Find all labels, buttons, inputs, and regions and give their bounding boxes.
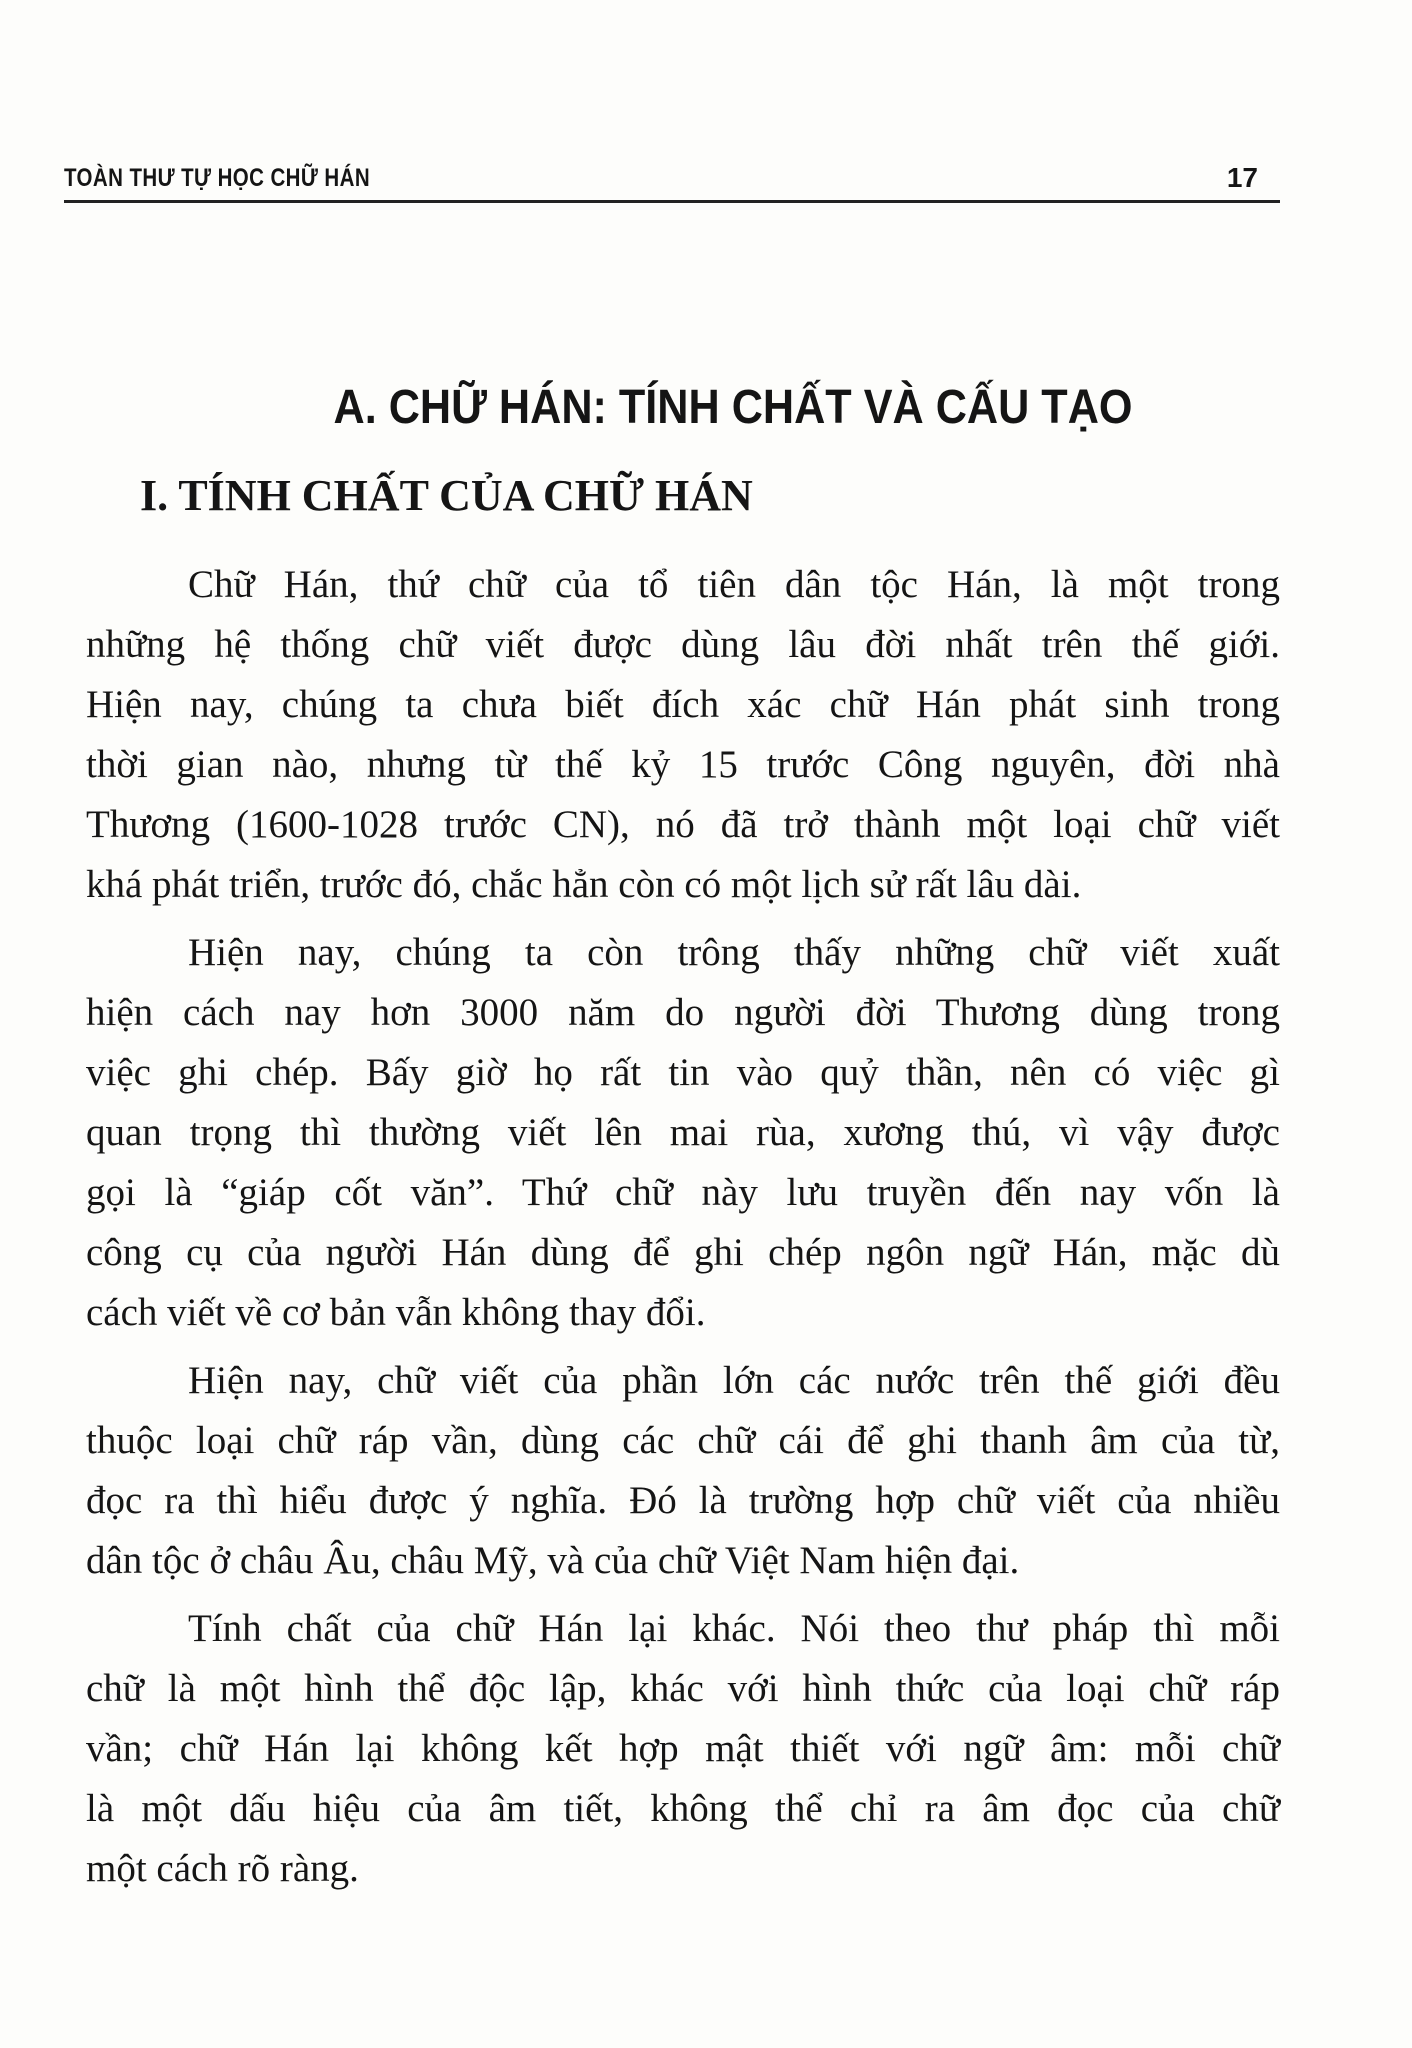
text-line: là một dấu hiệu của âm tiết, không thể chỉ ra âm đọc của chữ (86, 1787, 1280, 1830)
text-line: thuộc loại chữ ráp vần, dùng các chữ cái để ghi thanh âm của từ, (86, 1419, 1280, 1462)
text-line: khá phát triển, trước đó, chắc hẳn còn có một lịch sử rất lâu dài. (86, 863, 1082, 906)
text-line: công cụ của người Hán dùng để ghi chép ngôn ngữ Hán, mặc dù (86, 1231, 1280, 1274)
text-line: việc ghi chép. Bấy giờ họ rất tin vào quỷ thần, nên có việc gì (86, 1051, 1280, 1094)
text-line: những hệ thống chữ viết được dùng lâu đời nhất trên thế giới. (86, 623, 1280, 666)
text-line: dân tộc ở châu Âu, châu Mỹ, và của chữ Việt Nam hiện đại. (86, 1539, 1020, 1582)
text-line: hiện cách nay hơn 3000 năm do người đời Thương dùng trong (86, 991, 1280, 1034)
running-title: TOÀN THƯ TỰ HỌC CHỮ HÁN (64, 164, 371, 192)
text-line: chữ là một hình thể độc lập, khác với hình thức của loại chữ ráp (86, 1667, 1280, 1710)
text-line: Chữ Hán, thứ chữ của tổ tiên dân tộc Hán, là một trong (188, 563, 1280, 606)
body-text (86, 555, 1280, 1907)
section-title: I. TÍNH CHẤT CỦA CHỮ HÁN (140, 471, 753, 520)
text-line: Hiện nay, chúng ta còn trông thấy những chữ viết xuất (188, 931, 1280, 974)
paragraph (86, 1599, 1280, 1899)
text-line: vần; chữ Hán lại không kết hợp mật thiết với ngữ âm: mỗi chữ (86, 1727, 1280, 1770)
text-line: đọc ra thì hiểu được ý nghĩa. Đó là trường hợp chữ viết của nhiều (86, 1479, 1280, 1522)
paragraph (86, 1351, 1280, 1591)
text-line: Tính chất của chữ Hán lại khác. Nói theo thư pháp thì mỗi (188, 1607, 1280, 1650)
text-line: thời gian nào, nhưng từ thế kỷ 15 trước Công nguyên, đời nhà (86, 743, 1280, 786)
text-line: Hiện nay, chúng ta chưa biết đích xác chữ Hán phát sinh trong (86, 683, 1280, 726)
running-header (64, 160, 1280, 203)
chapter-title: A. CHỮ HÁN: TÍNH CHẤT VÀ CẤU TẠO (333, 381, 1133, 434)
text-line: cách viết về cơ bản vẫn không thay đổi. (86, 1291, 706, 1334)
paragraph (86, 923, 1280, 1343)
text-line: quan trọng thì thường viết lên mai rùa, xương thú, vì vậy được (86, 1111, 1280, 1154)
page-number: 17 (1226, 162, 1258, 193)
text-line: gọi là “giáp cốt văn”. Thứ chữ này lưu truyền đến nay vốn là (86, 1171, 1280, 1214)
text-line: Hiện nay, chữ viết của phần lớn các nước trên thế giới đều (188, 1359, 1280, 1402)
text-line: một cách rõ ràng. (86, 1847, 359, 1890)
text-line: Thương (1600-1028 trước CN), nó đã trở thành một loại chữ viết (86, 803, 1280, 846)
paragraph (86, 555, 1280, 915)
